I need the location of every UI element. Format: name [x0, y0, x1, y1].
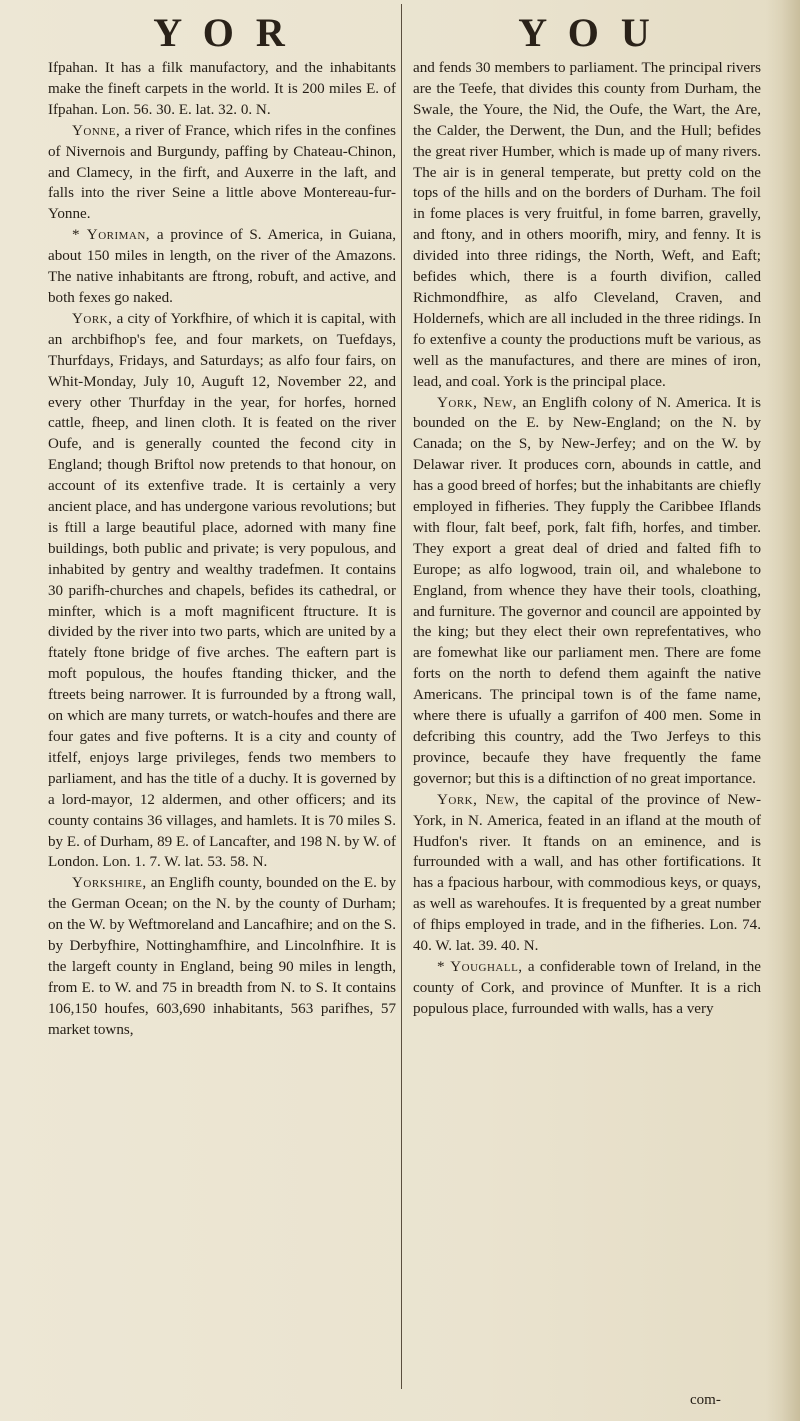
entry-text: an Englifh county, bounded on the E. by the German Ocean; on the N. by the county of Durham; on the W. by Weftmoreland and Lancafhire; and on the S. by Derbyfhire, Nottinghamfhire, and Lincolnfhire. It is the largeft county in England, being 90 miles in length, from E. to W. and 75 in breadth from N. to S. It contains 106,150 houfes, 603,690 inhabitants, 563 parifhes, 57 market towns, [48, 875, 396, 1038]
entry-text: a river of France, which rifes in the confines of Nivernois and Burgundy, paffing by Chateau-Chinon, and Clamecy, in the firft, and Auxerre in the laft, and falls into the river Seine a little above Montereau-fur-Yonne. [48, 122, 396, 223]
entry-headword: Yonne, [72, 122, 121, 139]
entry-text: an Englifh colony of N. America. It is bounded on the E. by New-England; on the N. by Canada; on the S, by New-Jerfey; and on the W. by Delawar river. It produces corn, abounds in cattle, and has a good breed of horfes; but the inhabitants are chiefly employed in fifheries. They fupply the Caribbee Iflands with flour, falt beef, pork, falt fifh, horfes, and timber. They export a great deal of dried and falted fifh to Europe; as alfo logwood, train oil, and whalebone to England, from whence they have their tools, cloathing, and furniture. The governor and council are appointed by the king; but they elect their own reprefentatives, who are fomewhat like our parliament men. There are fome forts on the north to defend them againft the native Americans. The principal town is of the fame name, where there is ufually a garrifon of 400 men. Some in defcribing this country, add the Two Jerfeys to this province, becaufe they have frequently the fame governor; but this is a diftinction of no great importance. [413, 394, 761, 787]
entry-headword: * Yoriman, [72, 227, 151, 244]
entry-text: and fends 30 members to parliament. The principal rivers are the Teefe, that divides this county from Durham, the Swale, the Youre, the Nid, the Oufe, the Wart, the Are, the Calder, the Derwent, the Dun, and the Hull; befides the great river Humber, which is made up of many rivers. The air is in general temperate, but pretty cold on the tops of the hills and on the borders of Durham. The foil in fome places is very fruitful, in fome barren, gravelly, and ftony, and in others moorifh, miry, and fenny. It is divided into three ridings, the North, Weft, and Eaft; befides which, there is a fourth divifion, called Richmondfhire, as alfo Cleveland, Craven, and Holdernefs, which are all included in the three ridings. In fo extenfive a county the productions muft be various, as well as the manufactures, and there are mines of iron, lead, and coal. York is the principal place. [413, 60, 761, 390]
entry-headword: * Youghall, [437, 958, 523, 975]
left-column [48, 58, 396, 1041]
catchword: com- [690, 1392, 721, 1408]
entry-yorkshire [48, 873, 396, 1040]
entry-continuation [413, 58, 761, 393]
entry-headword: York, New, [437, 394, 517, 411]
entry-text: Ifpahan. It has a filk manufactory, and the inhabitants make the fineft carpets in the world. It is 200 miles E. of Ifpahan. Lon. 56. 30. E. lat. 32. 0. N. [48, 60, 396, 118]
entry-continuation [48, 58, 396, 121]
page-edge [766, 0, 800, 1421]
entry-new-york-colony [413, 393, 761, 790]
entry-headword: York, New, [437, 791, 520, 808]
column-rule [401, 4, 402, 1389]
entry-york [48, 309, 396, 873]
entry-yoriman [48, 225, 396, 309]
entry-headword: Yorkshire, [72, 875, 147, 892]
entry-text: a city of Yorkfhire, of which it is capital, with an archbifhop's fee, and four markets, on Tuefdays, Thurfdays, Fridays, and Saturdays; as alfo four fairs, on Whit-Monday, July 10, Auguft 12, November 22, and every other Thurfday in the year, for horfes, horned cattle, fheep, and linen cloth. It is feated on the river Oufe, and is generally counted the fecond city in England; though Briftol now pretends to that honour, on account of its extenfive trade. It is certainly a very ancient place, and has undergone various revolutions; but is ftill a large beautiful place, adorned with many fine buildings, both public and private; is very populous, and inhabited by gentry and wealthy tradefmen. It contains 30 parifh-churches and chapels, befides its cathedral, or minfter, which is a moft magnificent ftructure. It is divided by the river into two parts, which are united by a ftately ftone bridge of five arches. The eaftern part is moft populous, the houfes ftanding thicker, and the ftreets being narrower. It is furrounded by a ftrong wall, on which are many turrets, or watch-houfes and there are four gates and five pofterns. It is a city and county of itfelf, enjoys large privileges, fends two members to parliament, and has the title of a duchy. It is governed by a lord-mayor, 12 aldermen, and other officers; and its county contains 36 villages, and hamlets. It is 70 miles S. by E. of Durham, 89 E. of Lancafter, and 198 N. by W. of London. Lon. 1. 7. W. lat. 53. 58. N. [48, 310, 396, 871]
entry-text: a province of S. America, in Guiana, about 150 miles in length, on the river of the Amazons. The native inhabitants are ftrong, robuft, and active, and both fexes go naked. [48, 227, 396, 306]
entry-youghall [413, 957, 761, 1020]
running-head-right: Y O U [518, 10, 656, 55]
entry-text: the capital of the province of New-York, in N. America, feated in an ifland at the mouth of Hudfon's river. It ftands on an eminence, and is furrounded with a wall, and has other fortifications. It has a fpacious harbour, with commodious keys, or quays, as well as warehoufes. It is frequented by a great number of fhips employed in trade, and in the fifheries. Lon. 74. 40. W. lat. 39. 40. N. [413, 791, 761, 955]
entry-yonne [48, 121, 396, 226]
entry-text: a confiderable town of Ireland, in the county of Cork, and province of Munfter. It is a rich populous place, furrounded with walls, has a very [413, 958, 762, 1017]
right-column [413, 58, 761, 1020]
entry-new-york-city [413, 790, 761, 957]
entry-headword: York, [72, 310, 113, 327]
running-head-left: Y O R [153, 10, 291, 55]
